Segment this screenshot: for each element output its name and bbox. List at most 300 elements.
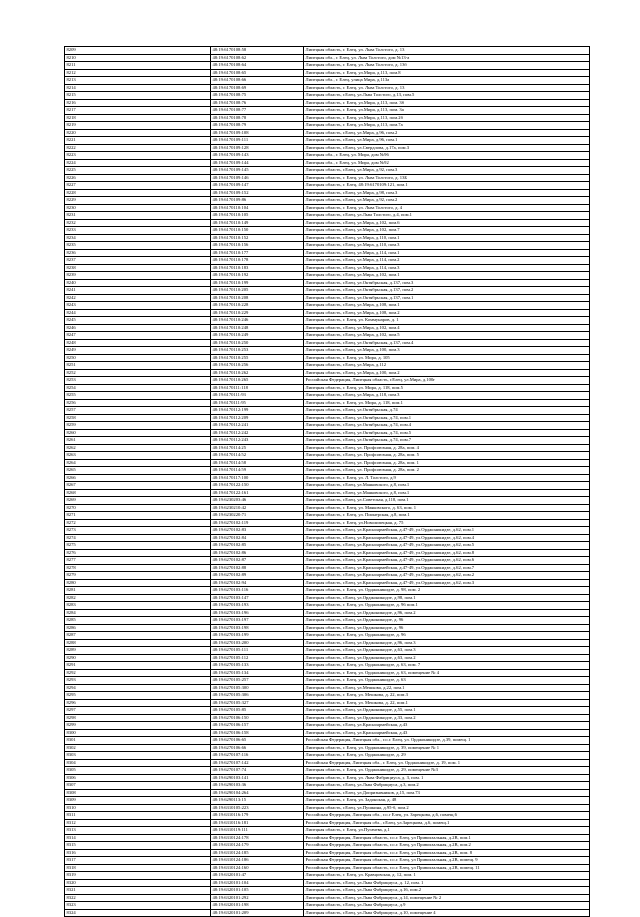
table-row xyxy=(65,204,590,212)
row-number-cell: 8221 xyxy=(65,137,211,145)
row-number-cell: 8315 xyxy=(65,842,211,850)
address-cell: Липецкая область, г.Елец, ул.Мира, д.108, пом.1 xyxy=(304,302,590,310)
table-row xyxy=(65,767,590,775)
address-cell: Липецкая область, г. Елец, 48:19:6170109:121, пом.1 xyxy=(304,182,590,190)
property-registry-page xyxy=(64,46,589,917)
address-cell: Липецкая область, г.Елец, ул.Красноармейская, д.47-49, ул.Орджоникидзе, д.62, пом.5 xyxy=(304,542,590,550)
row-number-cell: 8275 xyxy=(65,542,211,550)
table-row xyxy=(65,377,590,385)
cadastral-number-cell: 48:19:6170112:243 xyxy=(211,437,304,445)
cadastral-number-cell: 48:19:6230220:71 xyxy=(211,512,304,520)
table-row xyxy=(65,47,590,55)
row-number-cell: 8237 xyxy=(65,257,211,265)
cadastral-number-cell: 48:19:6290103:36 xyxy=(211,782,304,790)
table-row xyxy=(65,92,590,100)
row-number-cell: 8209 xyxy=(65,47,211,55)
table-row xyxy=(65,399,590,407)
row-number-cell: 8285 xyxy=(65,617,211,625)
row-number-cell: 8260 xyxy=(65,429,211,437)
table-row xyxy=(65,632,590,640)
address-cell: Российская Федерация, Липецкая обл., г.о.г. Елец, ул. Орджоникидзе, д.39, помещ. 1 xyxy=(304,737,590,745)
row-number-cell: 8284 xyxy=(65,609,211,617)
cadastral-number-cell: 48:19:6170114:25 xyxy=(211,444,304,452)
row-number-cell: 8286 xyxy=(65,624,211,632)
row-number-cell: 8274 xyxy=(65,534,211,542)
row-number-cell: 8290 xyxy=(65,654,211,662)
row-number-cell: 8218 xyxy=(65,114,211,122)
cadastral-number-cell: 48:19:6230210:42 xyxy=(211,504,304,512)
address-cell: Липецкая область, г. Елец, ул. Орджоникидзе, д. 96 пом.1 xyxy=(304,602,590,610)
row-number-cell: 8255 xyxy=(65,392,211,400)
table-row xyxy=(65,414,590,422)
row-number-cell: 8239 xyxy=(65,272,211,280)
table-row xyxy=(65,519,590,527)
cadastral-number-cell: 48:19:6170110:205 xyxy=(211,287,304,295)
address-cell: Липецкая область, г.Елец, ул.Льва Толстого, д.4, пом.1 xyxy=(304,212,590,220)
address-cell: Липецкая область, г. Елец, ул. Льва Толстого, д. 13 xyxy=(304,47,590,55)
address-cell: Липецкая область, г.Елец, ул.Красноармейская, д.43 xyxy=(304,729,590,737)
table-row xyxy=(65,99,590,107)
cadastral-number-cell: 48:19:6170110:250 xyxy=(211,339,304,347)
address-cell: Липецкая область, г. Елец, ул. Орджоникидзе, д. 39, помещение № 1 xyxy=(304,744,590,752)
row-number-cell: 8302 xyxy=(65,744,211,752)
address-cell: Липецкая область, г.Елец, ул.Октябрьская, д.137, пом.1 xyxy=(304,294,590,302)
table-row xyxy=(65,827,590,835)
cadastral-number-cell: 48:19:6170110:192 xyxy=(211,272,304,280)
row-number-cell: 8246 xyxy=(65,324,211,332)
table-row xyxy=(65,369,590,377)
table-row xyxy=(65,182,590,190)
row-number-cell: 8320 xyxy=(65,879,211,887)
row-number-cell: 8219 xyxy=(65,122,211,130)
table-row xyxy=(65,857,590,865)
table-row xyxy=(65,557,590,565)
row-number-cell: 8322 xyxy=(65,894,211,902)
address-cell: Липецкая область, г.Елец, ул.Октябрьская, д.74 xyxy=(304,407,590,415)
address-cell: Липецкая область, г.Елец, ул.Мира, д.118, пом.3 xyxy=(304,392,590,400)
table-row xyxy=(65,752,590,760)
address-cell: Липецкая область, г.Елец, ул.Льва Фабрициуса, д.16, пом.2 xyxy=(304,887,590,895)
table-row xyxy=(65,174,590,182)
cadastral-number-cell: 48:19:6270102:94 xyxy=(211,579,304,587)
address-cell: Российская Федерация, Липецкая область, г.о.г. Елец, ул Привокзальная, д.2В, пом.1 xyxy=(304,834,590,842)
cadastral-number-cell: 48:19:6270105:112 xyxy=(211,654,304,662)
cadastral-number-cell: 48:19:6170108:75 xyxy=(211,92,304,100)
table-row xyxy=(65,467,590,475)
cadastral-number-cell: 48:19:6170110:249 xyxy=(211,332,304,340)
row-number-cell: 8236 xyxy=(65,249,211,257)
address-cell: Липецкая область, г.Елец, ул.Советская, д.118, пом.1 xyxy=(304,497,590,505)
table-row xyxy=(65,362,590,370)
row-number-cell: 8268 xyxy=(65,489,211,497)
table-row xyxy=(65,452,590,460)
row-number-cell: 8296 xyxy=(65,699,211,707)
cadastral-number-cell: 48:19:6170108:65 xyxy=(211,69,304,77)
cadastral-number-cell: 48:19:6270103:196 xyxy=(211,609,304,617)
address-cell: Липецкая область, г.Елец, ул.Красноармейская, д.43 xyxy=(304,722,590,730)
table-row xyxy=(65,257,590,265)
row-number-cell: 8247 xyxy=(65,332,211,340)
row-number-cell: 8250 xyxy=(65,354,211,362)
cadastral-number-cell: 48:19:6310124:185 xyxy=(211,849,304,857)
address-cell: Липецкая область, г.Елец, ул.Мира, д.112 xyxy=(304,362,590,370)
table-row xyxy=(65,444,590,452)
cadastral-number-cell: 48:19:6270107:74 xyxy=(211,767,304,775)
table-row xyxy=(65,497,590,505)
row-number-cell: 8308 xyxy=(65,789,211,797)
row-number-cell: 8303 xyxy=(65,752,211,760)
cadastral-number-cell: 48:19:6170108:77 xyxy=(211,107,304,115)
cadastral-number-cell: 48:19:6170110:156 xyxy=(211,242,304,250)
address-cell: Липецкая область, г. Елец, ул.Мира, д.113, пом.7а xyxy=(304,122,590,130)
address-cell: Липецкая область, г. Елец, ул. Орджоникидзе, д. 29, помещение №3 xyxy=(304,767,590,775)
cadastral-number-cell: 48:19:6270105:306 xyxy=(211,692,304,700)
row-number-cell: 8245 xyxy=(65,317,211,325)
address-cell: Липецкая область, г.Елец, ул.Орджоникидзе, д.63, пом.3 xyxy=(304,647,590,655)
address-cell: Липецкая область, г.Елец, ул.Льва Фабрициуса, д.10, помещение 4 xyxy=(304,909,590,917)
cadastral-number-cell: 48:19:6270102:119 xyxy=(211,519,304,527)
row-number-cell: 8316 xyxy=(65,849,211,857)
row-number-cell: 8278 xyxy=(65,564,211,572)
row-number-cell: 8300 xyxy=(65,729,211,737)
table-row xyxy=(65,122,590,130)
cadastral-number-cell: 48:19:6270105:134 xyxy=(211,669,304,677)
row-number-cell: 8235 xyxy=(65,242,211,250)
cadastral-number-cell: 48:19:6170110:178 xyxy=(211,257,304,265)
address-cell: Липецкая область, г. Елец, ул. Орджоникидзе, д. 63, пом. 7 xyxy=(304,662,590,670)
cadastral-number-cell: 48:19:6170112:242 xyxy=(211,429,304,437)
row-number-cell: 8263 xyxy=(65,452,211,460)
address-cell: Липецкая область, г.Елец, ул.Красноармейская, д.47-49, ул.Орджоникидзе, д.62, пом.6 xyxy=(304,557,590,565)
cadastral-number-cell: 48:19:6170110:149 xyxy=(211,219,304,227)
row-number-cell: 8310 xyxy=(65,804,211,812)
row-number-cell: 8261 xyxy=(65,437,211,445)
table-row xyxy=(65,107,590,115)
row-number-cell: 8264 xyxy=(65,459,211,467)
cadastral-number-cell: 48:19:6270105:111 xyxy=(211,647,304,655)
cadastral-number-cell: 48:19:6170110:253 xyxy=(211,347,304,355)
row-number-cell: 8301 xyxy=(65,737,211,745)
table-row xyxy=(65,459,590,467)
row-number-cell: 8232 xyxy=(65,219,211,227)
address-cell: Липецкая область, г.Елец, ул.Орджоникидзе, д.96, пом.2 xyxy=(304,609,590,617)
cadastral-number-cell: 48:19:6270102:87 xyxy=(211,557,304,565)
cadastral-number-cell: 48:19:6270105:85 xyxy=(211,707,304,715)
table-row xyxy=(65,587,590,595)
table-row xyxy=(65,317,590,325)
table-row xyxy=(65,287,590,295)
row-number-cell: 8318 xyxy=(65,864,211,872)
table-row xyxy=(65,737,590,745)
cadastral-number-cell: 48:19:6170110:228 xyxy=(211,302,304,310)
table-row xyxy=(65,759,590,767)
row-number-cell: 8311 xyxy=(65,812,211,820)
row-number-cell: 8273 xyxy=(65,527,211,535)
table-row xyxy=(65,534,590,542)
row-number-cell: 8213 xyxy=(65,77,211,85)
row-number-cell: 8217 xyxy=(65,107,211,115)
address-cell: Липецкая область, г.Елец, ул.Мира, д.102, пом.7 xyxy=(304,227,590,235)
row-number-cell: 8234 xyxy=(65,234,211,242)
cadastral-number-cell: 48:19:6270107:116 xyxy=(211,752,304,760)
table-row xyxy=(65,864,590,872)
row-number-cell: 8258 xyxy=(65,414,211,422)
table-row xyxy=(65,842,590,850)
table-row xyxy=(65,354,590,362)
row-number-cell: 8243 xyxy=(65,302,211,310)
table-row xyxy=(65,429,590,437)
cadastral-number-cell: 48:19:6320101:209 xyxy=(211,909,304,917)
address-cell: Липецкая область, г.Елец, ул.Октябрьская, д.137, пом.2 xyxy=(304,287,590,295)
table-row xyxy=(65,639,590,647)
table-row xyxy=(65,707,590,715)
row-number-cell: 8317 xyxy=(65,857,211,865)
row-number-cell: 8267 xyxy=(65,482,211,490)
row-number-cell: 8251 xyxy=(65,362,211,370)
cadastral-number-cell: 48:19:6270106:158 xyxy=(211,729,304,737)
table-row xyxy=(65,384,590,392)
address-cell: Липецкая область, г. Елец, ул. Мира, д. 118, пом.1 xyxy=(304,399,590,407)
cadastral-number-cell: 48:19:6270102:89 xyxy=(211,572,304,580)
address-cell: Липецкая область, г.Елец, ул.Красноармейская, д.47-49, ул.Орджоникидзе, д.62, пом.1 xyxy=(304,527,590,535)
address-cell: Липецкая область, г.Елец, ул.Маяковского, д.8, пом.1 xyxy=(304,489,590,497)
row-number-cell: 8254 xyxy=(65,384,211,392)
address-cell: Липецкая область, г.Елец, ул.Мира, д.108, пом.2 xyxy=(304,309,590,317)
address-cell: Липецкая область, г.Елец, ул.Мира, д.102, пом.6 xyxy=(304,219,590,227)
table-row xyxy=(65,879,590,887)
table-row xyxy=(65,489,590,497)
row-number-cell: 8214 xyxy=(65,84,211,92)
row-number-cell: 8238 xyxy=(65,264,211,272)
address-cell: Российская Федерация, Липецкая область, г.Елец, ул.Мира, д.100г xyxy=(304,377,590,385)
table-row xyxy=(65,564,590,572)
address-cell: Липецкая область, г.Елец, ул.Мира, д.100, пом.3 xyxy=(304,347,590,355)
address-cell: Российская Федерация, Липецкая обл., г.Елец, ул.Зарецкова, д.6, помещ.1 xyxy=(304,819,590,827)
cadastral-number-cell: 48:19:6170122:161 xyxy=(211,489,304,497)
row-number-cell: 8231 xyxy=(65,212,211,220)
cadastral-number-cell: 48:19:6170110:104 xyxy=(211,204,304,212)
table-row xyxy=(65,617,590,625)
table-row xyxy=(65,234,590,242)
cadastral-number-cell: 48:19:6170112:199 xyxy=(211,407,304,415)
row-number-cell: 8224 xyxy=(65,159,211,167)
row-number-cell: 8248 xyxy=(65,339,211,347)
cadastral-number-cell: 48:19:6170108:58 xyxy=(211,47,304,55)
table-row xyxy=(65,69,590,77)
row-number-cell: 8280 xyxy=(65,579,211,587)
address-cell: Липецкая область, г.Елец, ул.Мира, д.102, пом.1 xyxy=(304,272,590,280)
row-number-cell: 8279 xyxy=(65,572,211,580)
cadastral-number-cell: 48:19:6270106:157 xyxy=(211,722,304,730)
cadastral-number-cell: 48:19:6310124:160 xyxy=(211,864,304,872)
cadastral-number-cell: 48:19:6170117:100 xyxy=(211,474,304,482)
row-number-cell: 8216 xyxy=(65,99,211,107)
cadastral-number-cell: 48:19:6320101:198 xyxy=(211,902,304,910)
address-cell: Липецкая область, г.Елец, ул. Профсоюзная, д. 28а, пом. 5 xyxy=(304,452,590,460)
cadastral-number-cell: 48:19:6290104:264 xyxy=(211,789,304,797)
cadastral-number-cell: 48:19:6310124:178 xyxy=(211,834,304,842)
row-number-cell: 8289 xyxy=(65,647,211,655)
table-row xyxy=(65,152,590,160)
table-row xyxy=(65,482,590,490)
address-cell: Липецкая обл., г. Елец, ул. Льва Толстого, дом №13-а xyxy=(304,54,590,62)
cadastral-number-cell: 48:19:6270106:65 xyxy=(211,737,304,745)
table-row xyxy=(65,692,590,700)
row-number-cell: 8299 xyxy=(65,722,211,730)
address-cell: Липецкая область, г.Елец, ул.Мира, д.92, пом.2 xyxy=(304,197,590,205)
address-cell: Липецкая область, г.Елец, ул.Орджоникидзе, д.63, пом.2 xyxy=(304,654,590,662)
cadastral-number-cell: 48:19:6310124:186 xyxy=(211,857,304,865)
cadastral-number-cell: 48:19:6170114:52 xyxy=(211,452,304,460)
cadastral-number-cell: 48:19:6170108:78 xyxy=(211,114,304,122)
table-row xyxy=(65,189,590,197)
row-number-cell: 8309 xyxy=(65,797,211,805)
table-row xyxy=(65,279,590,287)
table-row xyxy=(65,272,590,280)
row-number-cell: 8291 xyxy=(65,662,211,670)
table-row xyxy=(65,804,590,812)
cadastral-number-cell: 48:19:6270105:133 xyxy=(211,662,304,670)
row-number-cell: 8276 xyxy=(65,549,211,557)
row-number-cell: 8313 xyxy=(65,827,211,835)
cadastral-number-cell: 48:19:6270106:66 xyxy=(211,744,304,752)
address-cell: Российская Федерация, Липецкая область, г.о.г. Елец, ул Привокзальная, д.2В, пом.2 xyxy=(304,842,590,850)
address-cell: Липецкая область, г. Елец, ул. Орджоникидзе, д. 63 xyxy=(304,677,590,685)
cadastral-number-cell: 48:19:6270105:300 xyxy=(211,684,304,692)
address-cell: Липецкая область, г. Елец, ул.Мира, д.113, пом. 3б xyxy=(304,99,590,107)
table-row xyxy=(65,797,590,805)
cadastral-number-cell: 48:19:6270103:199 xyxy=(211,632,304,640)
table-row xyxy=(65,887,590,895)
address-cell: Липецкая область, г.Елец, ул.Мира, д.102, пом.5 xyxy=(304,332,590,340)
table-row xyxy=(65,789,590,797)
row-number-cell: 8233 xyxy=(65,227,211,235)
row-number-cell: 8324 xyxy=(65,909,211,917)
address-cell: Липецкая область, г.Елец, ул.Льва Фабрициуса, д.14, помещение № 2 xyxy=(304,894,590,902)
cadastral-number-cell: 48:19:6170110:229 xyxy=(211,309,304,317)
address-cell: Липецкая область, г. Елец, ул.Мира, д.113, пом. 3а xyxy=(304,107,590,115)
address-cell: Липецкая область, г.Елец, ул.Льва Толстого, д.13, пом.5 xyxy=(304,92,590,100)
row-number-cell: 8319 xyxy=(65,872,211,880)
address-cell: Липецкая обл., г. Елец, ул. Мира, дом №96 xyxy=(304,152,590,160)
address-cell: Липецкая область, г. Елец, ул. Мешкова, д. 22, пом.3 xyxy=(304,692,590,700)
table-row xyxy=(65,137,590,145)
cadastral-number-cell: 48:19:6170110:246 xyxy=(211,317,304,325)
table-row xyxy=(65,54,590,62)
cadastral-number-cell: 48:19:6170111:95 xyxy=(211,399,304,407)
address-cell: Липецкая область, г. Елец, ул.Пугачева, д.1 xyxy=(304,827,590,835)
table-row xyxy=(65,129,590,137)
row-number-cell: 8298 xyxy=(65,714,211,722)
address-cell: Липецкая обл., г. Елец, улица Мира, д.113а xyxy=(304,77,590,85)
table-row xyxy=(65,504,590,512)
table-row xyxy=(65,324,590,332)
table-row xyxy=(65,894,590,902)
address-cell: Липецкая область, г. Елец, ул. Льва Толстого, д. 13б xyxy=(304,62,590,70)
cadastral-number-cell: 48:19:6170108:69 xyxy=(211,84,304,92)
table-row xyxy=(65,212,590,220)
address-cell: Липецкая область, г.Елец, ул.Мира, д.114, пом.2 xyxy=(304,257,590,265)
cadastral-number-cell: 48:19:6170109:145 xyxy=(211,167,304,175)
address-cell: Липецкая область, г. Елец, ул. Льва Толстого, д. 4 xyxy=(304,204,590,212)
row-number-cell: 8262 xyxy=(65,444,211,452)
address-cell: Липецкая область, г. Елец, ул. Пионерская, д.8, пом.1 xyxy=(304,512,590,520)
address-cell: Липецкая область, г.Елец, ул.Октябрьская, д.74, пом.4 xyxy=(304,422,590,430)
address-cell: Липецкая область, г.Елец, ул.Красноармейская, д.47-49, ул.Орджоникидзе, д.62, пом.2 xyxy=(304,572,590,580)
row-number-cell: 8323 xyxy=(65,902,211,910)
table-row xyxy=(65,594,590,602)
cadastral-number-cell: 48:19:6170109:108 xyxy=(211,129,304,137)
cadastral-number-cell: 48:19:6270106:150 xyxy=(211,714,304,722)
address-cell: Липецкая область, г.Елец, ул.Октябрьская, д.74, пом.5 xyxy=(304,429,590,437)
row-number-cell: 8215 xyxy=(65,92,211,100)
table-row xyxy=(65,542,590,550)
address-cell: Липецкая область, г.Елец, ул.Мешкова, д.22, пом.1 xyxy=(304,684,590,692)
address-cell: Липецкая область, г.Елец, ул.Октябрьская, д.74, пом.1 xyxy=(304,414,590,422)
table-row xyxy=(65,902,590,910)
address-cell: Липецкая область, г. Елец, ул.Новолипецкая, д. 75 xyxy=(304,519,590,527)
table-row xyxy=(65,572,590,580)
table-row xyxy=(65,219,590,227)
address-cell: Липецкая область, г.Елец, ул.Льва Фабрициуса, д. 12, пом. 1 xyxy=(304,879,590,887)
cadastral-number-cell: 48:19:6170110:199 xyxy=(211,279,304,287)
table-row xyxy=(65,407,590,415)
property-registry-table xyxy=(64,46,590,917)
row-number-cell: 8265 xyxy=(65,467,211,475)
table-row xyxy=(65,744,590,752)
cadastral-number-cell: 48:19:6170111:93 xyxy=(211,392,304,400)
address-cell: Липецкая область, г. Елец, ул. Л. Толстого, д.9 xyxy=(304,474,590,482)
cadastral-number-cell: 48:19:6170110:262 xyxy=(211,369,304,377)
cadastral-number-cell: 48:19:6270103:200 xyxy=(211,639,304,647)
address-cell: Липецкая область, г. Елец, ул. Орджоникидзе, д. 96 xyxy=(304,632,590,640)
table-row xyxy=(65,422,590,430)
address-cell: Липецкая область, г.Елец, ул.Пушкина, д.95-б, пом.2 xyxy=(304,804,590,812)
cadastral-number-cell: 48:19:6270102:85 xyxy=(211,542,304,550)
address-cell: Липецкая область, г.Елец, ул.Маяковского, д.8, пом.1 xyxy=(304,482,590,490)
address-cell: Липецкая область, г.Елец, ул.Красноармейская, д.47-49, ул.Орджоникидзе, д.62, пом.4 xyxy=(304,534,590,542)
address-cell: Липецкая область, г.Елец, ул.Мира, д.102, пом.4 xyxy=(304,324,590,332)
table-row xyxy=(65,474,590,482)
address-cell: Липецкая область, г. Елец, ул.Мира, д.113, пом.8 xyxy=(304,69,590,77)
row-number-cell: 8305 xyxy=(65,767,211,775)
address-cell: Липецкая область, г.Елец, ул.Орджоникидзе, д. 96 xyxy=(304,624,590,632)
cadastral-number-cell: 48:19:6170110:152 xyxy=(211,234,304,242)
row-number-cell: 8230 xyxy=(65,204,211,212)
table-row xyxy=(65,684,590,692)
table-row xyxy=(65,602,590,610)
row-number-cell: 8293 xyxy=(65,677,211,685)
cadastral-number-cell: 48:19:6270102:83 xyxy=(211,527,304,535)
cadastral-number-cell: 48:19:6270105:257 xyxy=(211,677,304,685)
address-cell: Российская Федерация, Липецкая область, г.о.г. Елец, ул Привокзальная, д.2В, помещ. 11 xyxy=(304,864,590,872)
address-cell: Липецкая область, г. Елец, ул. Кравцовская, д. 12, пом. 1 xyxy=(304,872,590,880)
cadastral-number-cell: 48:19:6170108:64 xyxy=(211,62,304,70)
address-cell: Российская Федерация, Липецкая обл., г.о.г Елец, ул. Зарецкова, д.6, помещ.6 xyxy=(304,812,590,820)
cadastral-number-cell: 48:19:6270103:198 xyxy=(211,624,304,632)
cadastral-number-cell: 48:19:6170114:59 xyxy=(211,467,304,475)
cadastral-number-cell: 48:19:6170108:76 xyxy=(211,99,304,107)
address-cell: Российская Федерация, Липецкая область, г.о.г. Елец, ул Привокзальная, д.2В, пом. 8 xyxy=(304,849,590,857)
cadastral-number-cell: 48:19:6310124:179 xyxy=(211,842,304,850)
row-number-cell: 8314 xyxy=(65,834,211,842)
cadastral-number-cell: 48:19:6270103:116 xyxy=(211,587,304,595)
address-cell: Липецкая область, г.Елец, ул.Красноармейская, д.47-49, ул.Орджоникидзе, д.62, пом.7 xyxy=(304,564,590,572)
row-number-cell: 8271 xyxy=(65,512,211,520)
row-number-cell: 8287 xyxy=(65,632,211,640)
row-number-cell: 8272 xyxy=(65,519,211,527)
address-cell: Липецкая область, г. Елец, ул.Мира, д.113, пом.2б xyxy=(304,114,590,122)
